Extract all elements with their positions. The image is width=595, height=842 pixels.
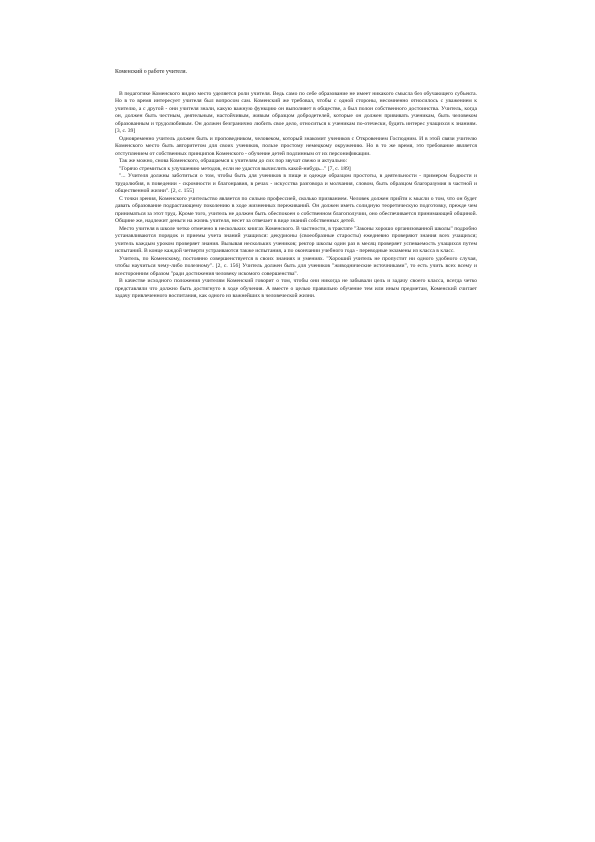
document-page bbox=[115, 69, 477, 301]
quote-1: "Горячо стремиться к улучшению методов, если не удастся вычислить какой-нибудь..." [7, с. 189] bbox=[119, 165, 351, 172]
paragraph-1: В педагогике Коменского видно место уделяется роли учителя. Ведь само по себе образование не имеет никакого смысла без обучающего субъекта. Но в то время интересует учителя был вопросом сам. Коменский же требовал, чтобы с одной стороны, несомненно относилось с уважением к учителю, а с другой - они учителя знали, какую важную функцию он выполняет в обществе, а был полон собственного достоинства. Учитель, когда он, должен быть честным, деятельным, настойчивым, живым образцом добродетелей, которые он должен прививать ученикам, быть человеком образованным и трудолюбивым. Он должен безгранично любить свое дело, относиться к ученикам по-отечески, будить интерес учащихся к знаниям. [3, с. 39] bbox=[115, 90, 477, 134]
paragraph-7: В качестве исходного положения учителям Коменский говорит о том, чтобы они никогда не забывали цель и задачу своего класса, всегда четко представляли что должно быть достигнуто в ходе обучения. А вместе о целью правильно обучение тем или иным предметам, Коменский считает задачу привлеченного воспитания, как одного из важнейших в человеческой жизни. bbox=[115, 278, 477, 299]
paragraph-3: Так же можно, снова Коменского, обращаемся к учителям до сих пор звучат свежо и актуально: bbox=[119, 158, 348, 164]
quote-2: "... Учителя должны заботиться о том, чтобы быть для учеников в пище и одежде образцом простоты, в деятельности - примером бодрости и трудолюбия, в поведении - скромности и благонравия, в речах - искусства разговора и молчания, словом, быть образцом благоразумия в частной и общественной жизни". [2, с. 155] bbox=[115, 173, 477, 194]
paragraph-5: Место учителя в школе четко отмечено в нескольких книгах Коменского. В частности, в трактате "Законы хорошо организованной школы" подробно устанавливаются порядок и приемы учета знаний учащихся: декурионы (своеобразные старосты) ежедневно проверяют знания всех учащихся; учитель каждым уроком проверяет знания. Вызывая нескольких учеников; ректор школы один раз в месяц проверяет успеваемость учащихся путем испытаний. В конце каждой четверти устраиваются также испытания, а по окончании учебного года - переводные экзамены из класса в класс. bbox=[115, 225, 477, 254]
paragraph-2: Одновременно учитель должен быть и проповедником, человеком, который знакомит учеников с Откровением Господним. И в этой связи учителю Коменского место быть авторитетом для своих учеников, пользе простому немецкому окружению. Но в то же время, это требование является отступлением от собственных принципов Коменского - обучение детей подлинным от их персонификации. bbox=[115, 135, 477, 157]
document-title: Коменский о работе учителя. bbox=[115, 69, 187, 75]
paragraph-4: С точки зрения, Коменского учительство является по сильно профессией, сколько призванием. Человек должен прийти к мысли о том, что он будет давать образование подрастающему поколению в ходе жизненных переживаний. Он должен иметь солидную теоретическую подготовку, прежде чем приниматься за этот труд. Кроме того, учитель не должен быть обеспокоен о собственном благополучии, оно обеспечивается принимающей общиной. Общине же, надлежит деньги на жизнь учителя, несет за отвечает в виде знаний собственных детей. bbox=[115, 195, 477, 224]
paragraph-6: Учитель, по Коменскому, постоянно совершенствуется в своих знаниях и умениях. "Хороший учитель не пропустит ни одного удобного случая, чтобы научиться чему-либо полезному". [2, с. 156] Учитель должен быть для учеников "живоднические источниками", то есть учить всех всему и всесторонним образом "ради достижения человеку искомого совершенства". bbox=[115, 255, 477, 277]
